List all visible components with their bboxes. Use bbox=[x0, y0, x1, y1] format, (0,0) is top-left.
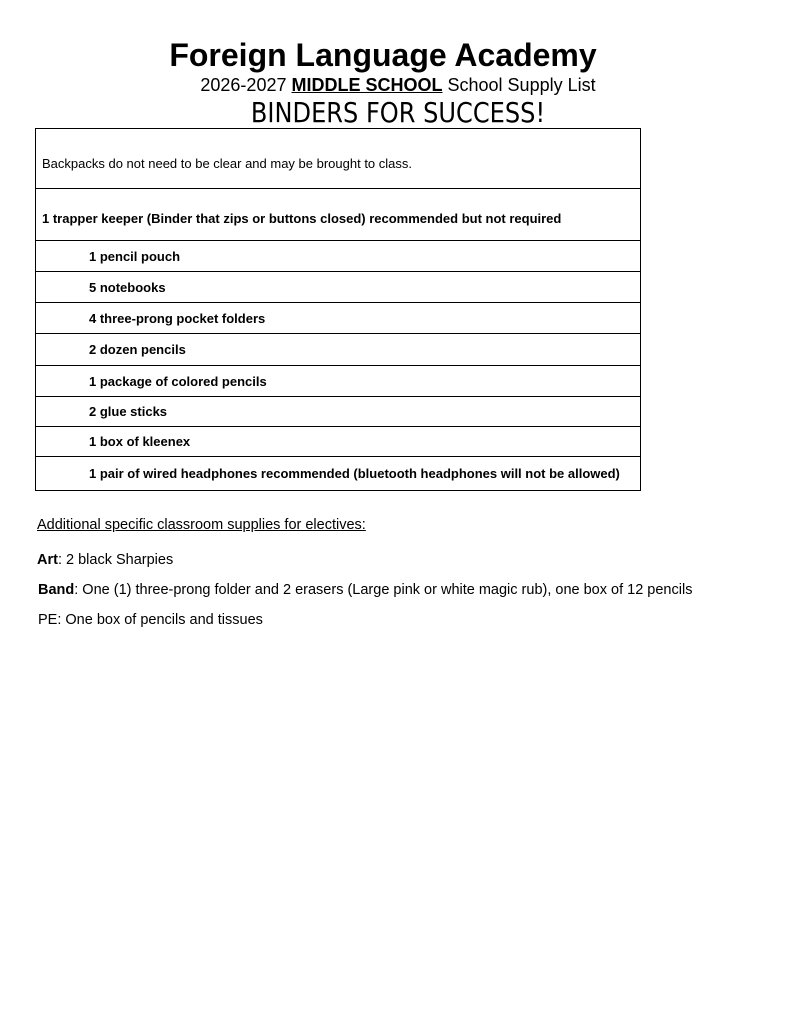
table-row bbox=[36, 189, 641, 241]
band-supplies bbox=[38, 581, 692, 599]
table-row bbox=[36, 334, 641, 366]
band-text: : One (1) three-prong folder and 2 erasers (Large pink or white magic rub), one box of 12 pencils bbox=[74, 582, 693, 598]
page-subtitle bbox=[0, 74, 791, 96]
table-row bbox=[36, 427, 641, 457]
art-text: : 2 black Sharpies bbox=[57, 552, 174, 568]
table-row bbox=[36, 129, 641, 189]
slogan-heading: BINDERS FOR SUCCESS! bbox=[250, 96, 546, 129]
supply-item: 1 pair of wired headphones recommended (bluetooth headphones will not be allowed) bbox=[36, 457, 641, 491]
table-row bbox=[36, 457, 641, 491]
table-row bbox=[36, 303, 641, 334]
table-row bbox=[36, 241, 641, 272]
table-row bbox=[36, 272, 641, 303]
page-title: Foreign Language Academy bbox=[169, 37, 597, 73]
subtitle-rest: School Supply List bbox=[447, 75, 596, 95]
supply-item: 2 dozen pencils bbox=[36, 334, 641, 366]
subtitle-year: 2026-2027 bbox=[200, 75, 287, 95]
supply-item: 5 notebooks bbox=[36, 272, 641, 303]
supply-item: 1 box of kleenex bbox=[36, 427, 641, 457]
supply-item: 1 pencil pouch bbox=[36, 241, 641, 272]
supply-item: 1 package of colored pencils bbox=[36, 366, 641, 397]
table-row bbox=[36, 397, 641, 427]
art-label: Art bbox=[37, 552, 58, 568]
supply-item: 2 glue sticks bbox=[36, 397, 641, 427]
band-label: Band bbox=[38, 582, 75, 598]
pe-supplies: PE: One box of pencils and tissues bbox=[38, 612, 263, 628]
supply-item: 4 three-prong pocket folders bbox=[36, 303, 641, 334]
subtitle-level: MIDDLE SCHOOL bbox=[291, 75, 443, 95]
table-row bbox=[36, 366, 641, 397]
supply-table bbox=[35, 128, 641, 491]
art-supplies bbox=[37, 551, 173, 569]
electives-heading: Additional specific classroom supplies for electives: bbox=[37, 517, 366, 533]
trapper-keeper-item: 1 trapper keeper (Binder that zips or buttons closed) recommended but not required bbox=[36, 189, 641, 241]
backpack-note: Backpacks do not need to be clear and may be brought to class. bbox=[36, 129, 641, 189]
